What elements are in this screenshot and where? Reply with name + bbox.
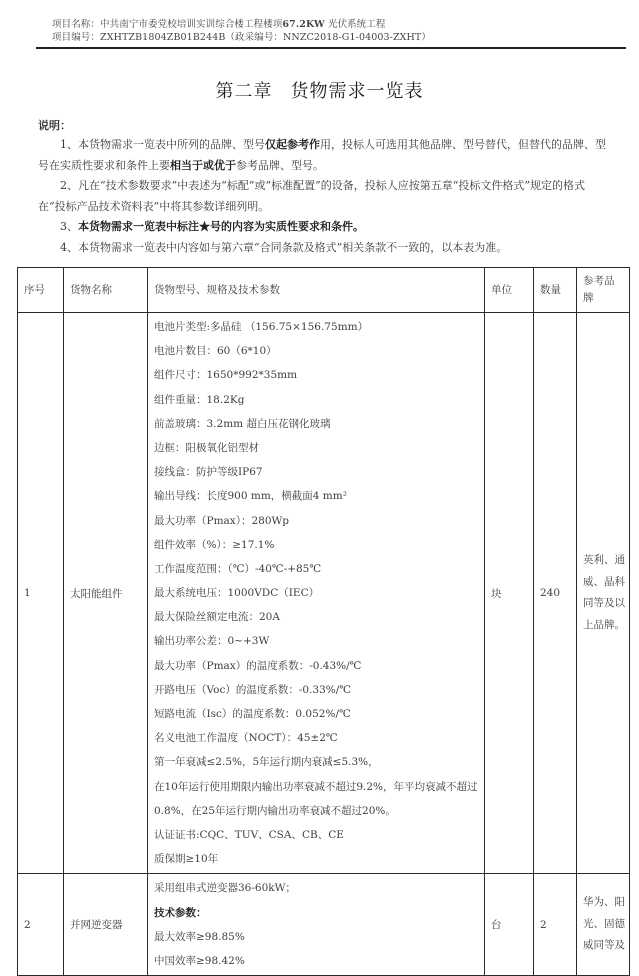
project-capacity: 67.2KW [282, 19, 325, 30]
spec-line: 中国效率≥98.42% [154, 954, 245, 967]
header-brand: 参考品牌 [577, 268, 630, 313]
spec-line: 开路电压（Voc）的温度系数：-0.33%/℃ [154, 683, 352, 696]
header-qty: 数量 [534, 268, 577, 313]
header-seq: 序号 [18, 268, 64, 313]
row-specs [148, 874, 485, 976]
row-name: 太阳能组件 [64, 313, 148, 874]
header-name: 货物名称 [64, 268, 148, 313]
page-title [0, 77, 639, 103]
table-row [18, 313, 630, 874]
goods-requirements-table [17, 267, 630, 976]
header-unit: 单位 [485, 268, 534, 313]
spec-line: 组件重量：18.2Kg [154, 393, 245, 406]
notes-label: 说明： [38, 119, 71, 132]
project-name-prefix: 中共南宁市委党校培训实训综合楼工程楼项 [100, 19, 283, 30]
row-qty: 240 [534, 313, 577, 874]
spec-line: 输出导线：长度900 mm，横截面4 mm² [154, 490, 347, 503]
spec-line: 组件效率（%）：≥17.1% [154, 538, 275, 551]
spec-line: 在10年运行使用期限内输出功率衰减不超过9.2%，年平均衰减不超过0.8%，在25年运行期内输出功率衰减不超过20%。 [154, 780, 478, 817]
notes [38, 135, 610, 258]
project-code-line [52, 31, 431, 44]
project-name-suffix: 光伏系统工程 [327, 19, 386, 30]
spec-line: 接线盒：防护等级IP67 [154, 466, 263, 479]
row-qty: 2 [534, 874, 577, 976]
header-spec: 货物型号、规格及技术参数 [148, 268, 485, 313]
row-unit: 块 [485, 313, 534, 874]
row-specs [148, 313, 485, 874]
spec-line: 认证证书:CQC、TUV、CSA、CB、CE [154, 828, 344, 841]
row-name: 并网逆变器 [64, 874, 148, 976]
spec-line: 电池片类型:多晶硅 （156.75×156.75mm） [154, 321, 369, 333]
note-1 [38, 135, 610, 176]
note-4: 4、本货物需求一览表中内容如与第六章“合同条款及格式”相关条款不一致的，以本表为准。 [60, 240, 508, 254]
spec-line: 边框：阳极氧化铝型材 [154, 441, 259, 454]
note-3 [38, 217, 610, 238]
spec-line: 第一年衰减≤2.5%，5年运行期内衰减≤5.3%， [154, 756, 379, 769]
spec-line: 名义电池工作温度（NOCT）：45±2℃ [154, 732, 338, 745]
spec-heading: 技术参数： [154, 906, 207, 919]
row-seq: 1 [18, 313, 64, 874]
row-unit: 台 [485, 874, 534, 976]
spec-line: 最大功率（Pmax）的温度系数：-0.43%/℃ [154, 659, 362, 672]
spec-line: 质保期≥10年 [154, 853, 219, 866]
spec-line: 组件尺寸：1650*992*35mm [154, 369, 298, 382]
note-1-bold-a: 仅起参考作 [265, 138, 320, 151]
note-1-bold-b: 相当于或优于 [170, 158, 236, 172]
note-3-number: 3、 [60, 220, 78, 233]
spec-line: 最大效率≥98.85% [154, 930, 245, 943]
row-seq: 2 [18, 874, 64, 976]
spec-line: 最大功率（Pmax）：280Wp [154, 514, 290, 527]
spec-line: 前盖玻璃：3.2mm 超白压花钢化玻璃 [154, 417, 331, 430]
spec-line: 采用组串式逆变器36-60kW； [154, 882, 296, 895]
chapter-name: 货物需求一览表 [290, 81, 424, 102]
table-row [18, 874, 630, 976]
note-2: 2、凡在“技术参数要求”中表述为“标配”或“标准配置”的设备，投标人应按第五章“投标文件格式”规定的格式在“投标产品技术资料表”中将其参数详细列明。 [38, 179, 585, 213]
project-code: ZXHTZB1804ZB01B244B（政采编号：NNZC2018-G1-04003-ZXHT） [100, 32, 431, 43]
spec-line: 最大保险丝额定电流：20A [154, 611, 280, 624]
spec-line: 最大系统电压：1000VDC（IEC） [154, 587, 320, 600]
chapter-number: 第二章 [215, 81, 273, 102]
spec-line: 输出功率公差：0~+3W [154, 635, 270, 648]
row-brand: 华为、阳光、固德威同等及 [577, 874, 630, 976]
spec-line: 电池片数目：60（6*10） [154, 345, 277, 358]
note-1-text-b: 用，投标人可选用其他品牌、型号替代，但替代的品牌、型号在实质性要求和条件上要 [38, 138, 606, 172]
table-header-row [18, 268, 630, 313]
note-3-bold-text: 本货物需求一览表中标注★号的内容为实质性要求和条件。 [78, 220, 364, 233]
row-brand: 英利、通威、晶科同等及以上品牌。 [577, 313, 630, 874]
project-name-line [52, 18, 431, 31]
spec-line: 工作温度范围：（℃）-40℃-+85℃ [154, 562, 322, 575]
note-1-text-c: 参考品牌、型号。 [236, 158, 324, 172]
note-1-text-a: 1、本货物需求一览表中所列的品牌、型号 [60, 138, 265, 151]
page-header [52, 18, 431, 44]
spec-line: 短路电流（Isc）的温度系数：0.052%/℃ [154, 708, 351, 720]
project-name-label: 项目名称： [52, 19, 101, 30]
project-code-label: 项目编号： [52, 32, 101, 43]
header-divider [36, 47, 626, 49]
